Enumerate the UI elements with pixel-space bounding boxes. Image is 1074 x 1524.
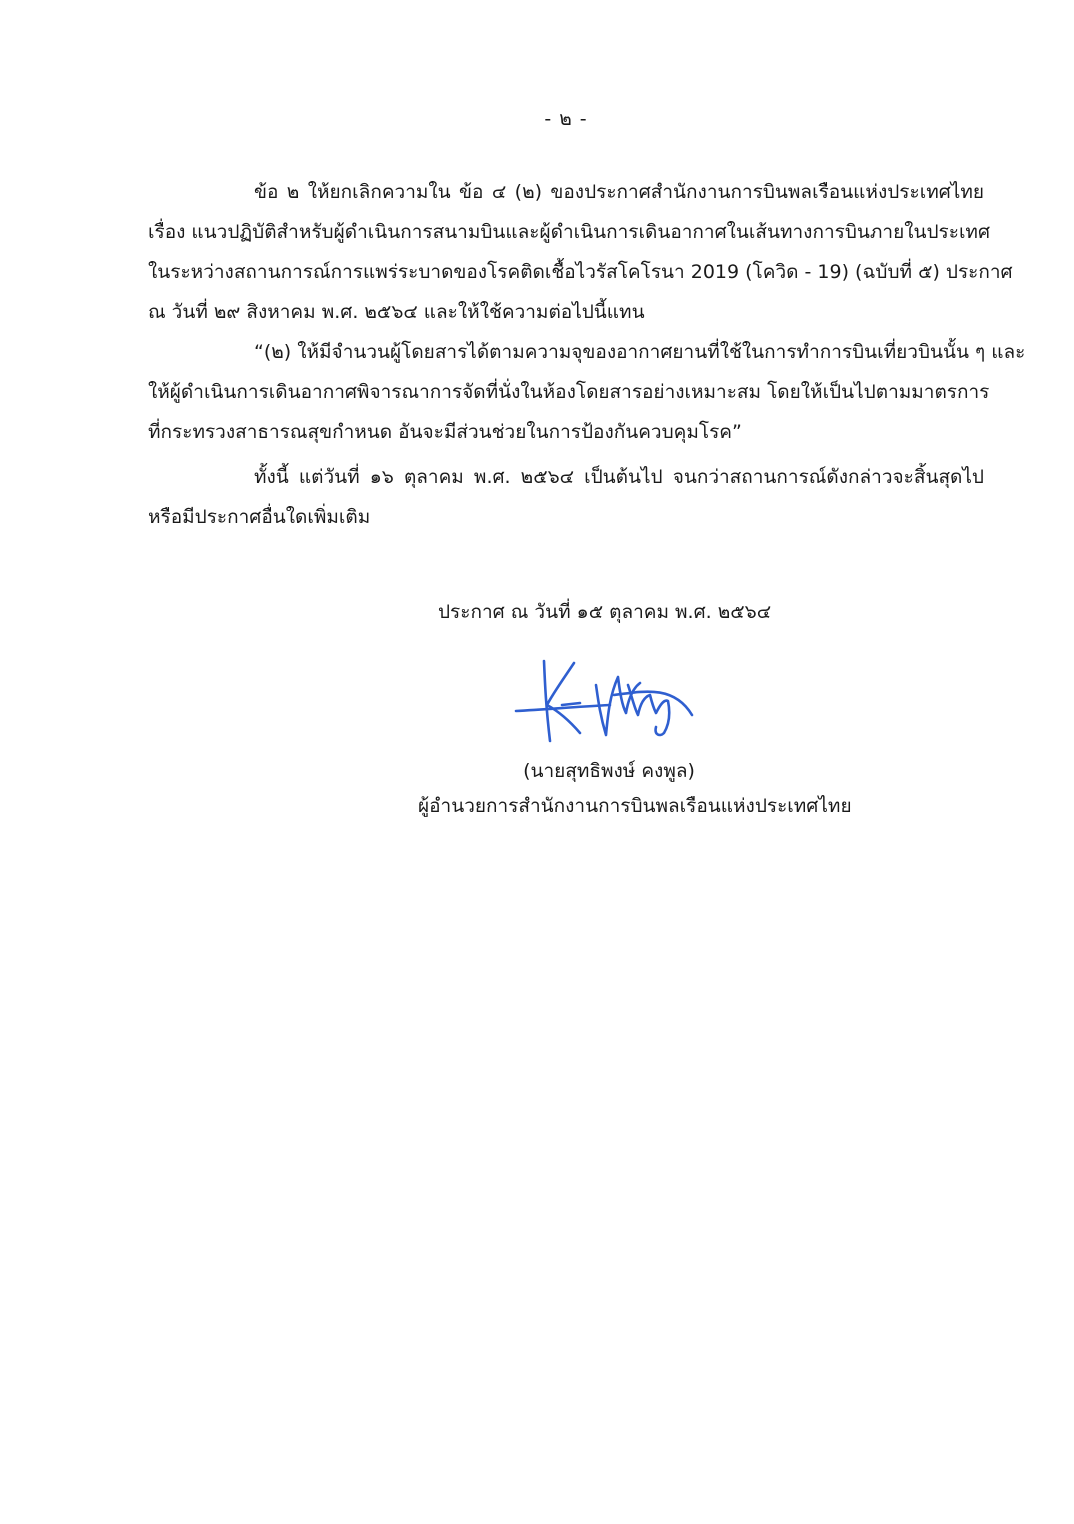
paragraph-revocation — [148, 172, 1013, 332]
paragraph-line: ให้ผู้ดำเนินการเดินอากาศพิจารณาการจัดที่นั่งในห้องโดยสารอย่างเหมาะสม โดยให้เป็นไปตามมาตรการ — [148, 381, 990, 403]
paragraph-effective-date — [148, 457, 984, 537]
paragraph-line: “(๒) ให้มีจำนวนผู้โดยสารได้ตามความจุของอากาศยานที่ใช้ในการทำการบินเที่ยวบินนั้น ๆ และ — [254, 341, 1026, 363]
paragraph-line: ข้อ ๒ ให้ยกเลิกความใน ข้อ ๔ (๒) ของประกาศสำนักงานการบินพลเรือนแห่งประเทศไทย — [254, 181, 984, 203]
signer-title: ผู้อำนวยการสำนักงานการบินพลเรือนแห่งประเทศไทย — [418, 795, 852, 817]
signature-image — [514, 655, 698, 747]
paragraph-line: หรือมีประกาศอื่นใดเพิ่มเติม — [148, 506, 371, 528]
paragraph-line: ทั้งนี้ แต่วันที่ ๑๖ ตุลาคม พ.ศ. ๒๕๖๔ เป็นต้นไป จนกว่าสถานการณ์ดังกล่าวจะสิ้นสุดไป — [254, 466, 984, 488]
paragraph-line: ณ วันที่ ๒๙ สิงหาคม พ.ศ. ๒๕๖๔ และให้ใช้ความต่อไปนี้แทน — [148, 301, 645, 323]
paragraph-new-text — [148, 332, 1026, 452]
paragraph-line: ในระหว่างสถานการณ์การแพร่ระบาดของโรคติดเชื้อไวรัสโคโรนา 2019 (โควิด - 19) (ฉบับที่ ๕) ประกาศ — [148, 261, 1013, 283]
paragraph-line: ที่กระทรวงสาธารณสุขกำหนด อันจะมีส่วนช่วยในการป้องกันควบคุมโรค” — [148, 421, 742, 443]
page-number: - ๒ - — [544, 108, 588, 130]
signature-strokes — [516, 661, 692, 741]
signer-name: (นายสุทธิพงษ์ คงพูล) — [523, 760, 695, 782]
announcement-date: ประกาศ ณ วันที่ ๑๕ ตุลาคม พ.ศ. ๒๕๖๔ — [438, 601, 772, 623]
paragraph-line: เรื่อง แนวปฏิบัติสำหรับผู้ดำเนินการสนามบินและผู้ดำเนินการเดินอากาศในเส้นทางการบินภายในประเทศ — [148, 221, 991, 243]
